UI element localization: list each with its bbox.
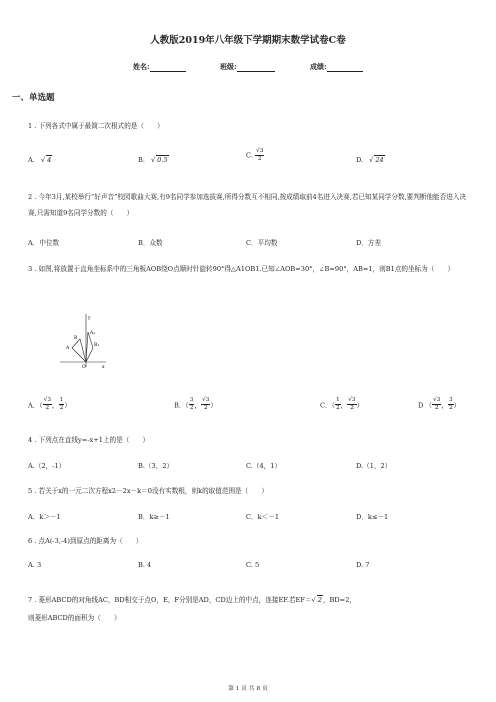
page-footer: 第 1 页 共 8 页 bbox=[228, 686, 268, 692]
name-blank[interactable] bbox=[150, 63, 186, 72]
q3-option-b[interactable]: B．（ $\frac{3}{2}$ ， $\frac{√3}{2}$ ） bbox=[174, 397, 218, 411]
q4-option-b[interactable]: B.（3，2） bbox=[138, 462, 174, 470]
question-7: 7 . 菱形ABCD的对角线AC，BD相交于点O，E，F分别是AD，CD边上的中点，连接EF.若EF＝√ 2，BD=2， bbox=[28, 596, 356, 604]
q6-option-b[interactable]: B. 4 bbox=[138, 561, 152, 569]
q1-option-a[interactable]: A. √ 4 bbox=[28, 156, 52, 164]
q2-option-d[interactable]: D．方差 bbox=[356, 239, 382, 247]
segment-ob bbox=[80, 339, 86, 362]
q1-option-b[interactable]: B. √ 0.5 bbox=[138, 156, 168, 164]
label-b1: B₁ bbox=[94, 343, 100, 348]
q6-option-c[interactable]: C. 5 bbox=[246, 561, 260, 569]
question-7-line2: 则菱形ABCD的面积为（ ） bbox=[28, 614, 121, 622]
q2-option-a[interactable]: A．中位数 bbox=[28, 239, 60, 247]
name-field bbox=[133, 62, 186, 72]
q5-option-b[interactable]: B．k≥－1 bbox=[138, 513, 170, 521]
segment-oa1 bbox=[86, 332, 88, 362]
question-2: 2 . 今年3月,某校举行“好声音”校园歌曲大赛,有9名同学参加选拔赛,所得分数互不相同,按成绩取前4名进入决赛,若已知某同学分数,要判断他能否进入决赛,只需知道9名同学分数的（ ） bbox=[28, 193, 467, 217]
q4-option-c[interactable]: C.（4，1） bbox=[246, 462, 282, 470]
q1-option-d[interactable]: D. √ 24 bbox=[356, 156, 384, 164]
q2-option-c[interactable]: C．平均数 bbox=[246, 239, 278, 247]
rotation-figure bbox=[58, 312, 108, 370]
class-field bbox=[220, 62, 275, 72]
q4-option-d[interactable]: D.（1，2） bbox=[356, 462, 392, 470]
question-6: 6 . 点A(-3,-4)到原点的距离为（ ） bbox=[28, 537, 143, 545]
section-heading: 一、单选题 bbox=[12, 93, 55, 103]
name-label: 姓名: bbox=[133, 62, 150, 71]
q5-option-a[interactable]: A．k＞－1 bbox=[28, 513, 61, 521]
class-blank[interactable] bbox=[237, 63, 275, 72]
score-blank[interactable] bbox=[327, 63, 363, 72]
q5-option-c[interactable]: C．k＜－1 bbox=[246, 513, 280, 521]
label-o: O bbox=[82, 365, 86, 370]
q5-option-d[interactable]: D．k≤－1 bbox=[356, 513, 389, 521]
score-label: 成绩: bbox=[310, 62, 327, 71]
class-label: 班级: bbox=[220, 62, 237, 71]
q6-option-d[interactable]: D. 7 bbox=[356, 561, 370, 569]
question-5: 5 . 若关于x的一元二次方程x2－2x－k＝0没有实数根，则k的取值范围是（ ） bbox=[28, 487, 269, 495]
question-1: 1 . 下列各式中属于最简二次根式的是（ ） bbox=[28, 122, 164, 130]
label-a1: A₁ bbox=[90, 331, 96, 336]
q6-option-a[interactable]: A. 3 bbox=[28, 561, 42, 569]
page-title: 人教版2019年八年级下学期期末数学试卷C卷 bbox=[150, 35, 346, 46]
q2-option-b[interactable]: B．众数 bbox=[138, 239, 163, 247]
label-b: B bbox=[74, 336, 78, 341]
question-4: 4 . 下列点在直线y=-x+1上的是（ ） bbox=[28, 436, 150, 444]
q4-option-a[interactable]: A.（2，-1） bbox=[28, 462, 66, 470]
q3-option-a[interactable]: A．（ $\frac{√3}{2}$ ， $\frac{1}{2}$ ） bbox=[28, 397, 71, 411]
label-a: A bbox=[66, 346, 70, 351]
q3-option-c[interactable]: C．（ $\frac{1}{2}$ ， $\frac{√3}{2}$ ） bbox=[320, 397, 364, 411]
question-3: 3 . 如图,将放置于直角坐标系中的三角板AOB绕O点顺时针旋转90°得△A1OB1.已知∠AOB=30°，∠B=90°，AB=1，则B1点的坐标为（ ） bbox=[28, 265, 455, 273]
label-y: y bbox=[88, 316, 91, 321]
q3-option-d[interactable]: D （ $\frac{√3}{2}$ ， $\frac{3}{2}$ ） bbox=[418, 397, 461, 411]
q1-option-c[interactable]: C. $\frac{√3}{2}$ bbox=[246, 148, 264, 162]
score-field bbox=[310, 62, 363, 72]
label-x: x bbox=[102, 365, 105, 370]
